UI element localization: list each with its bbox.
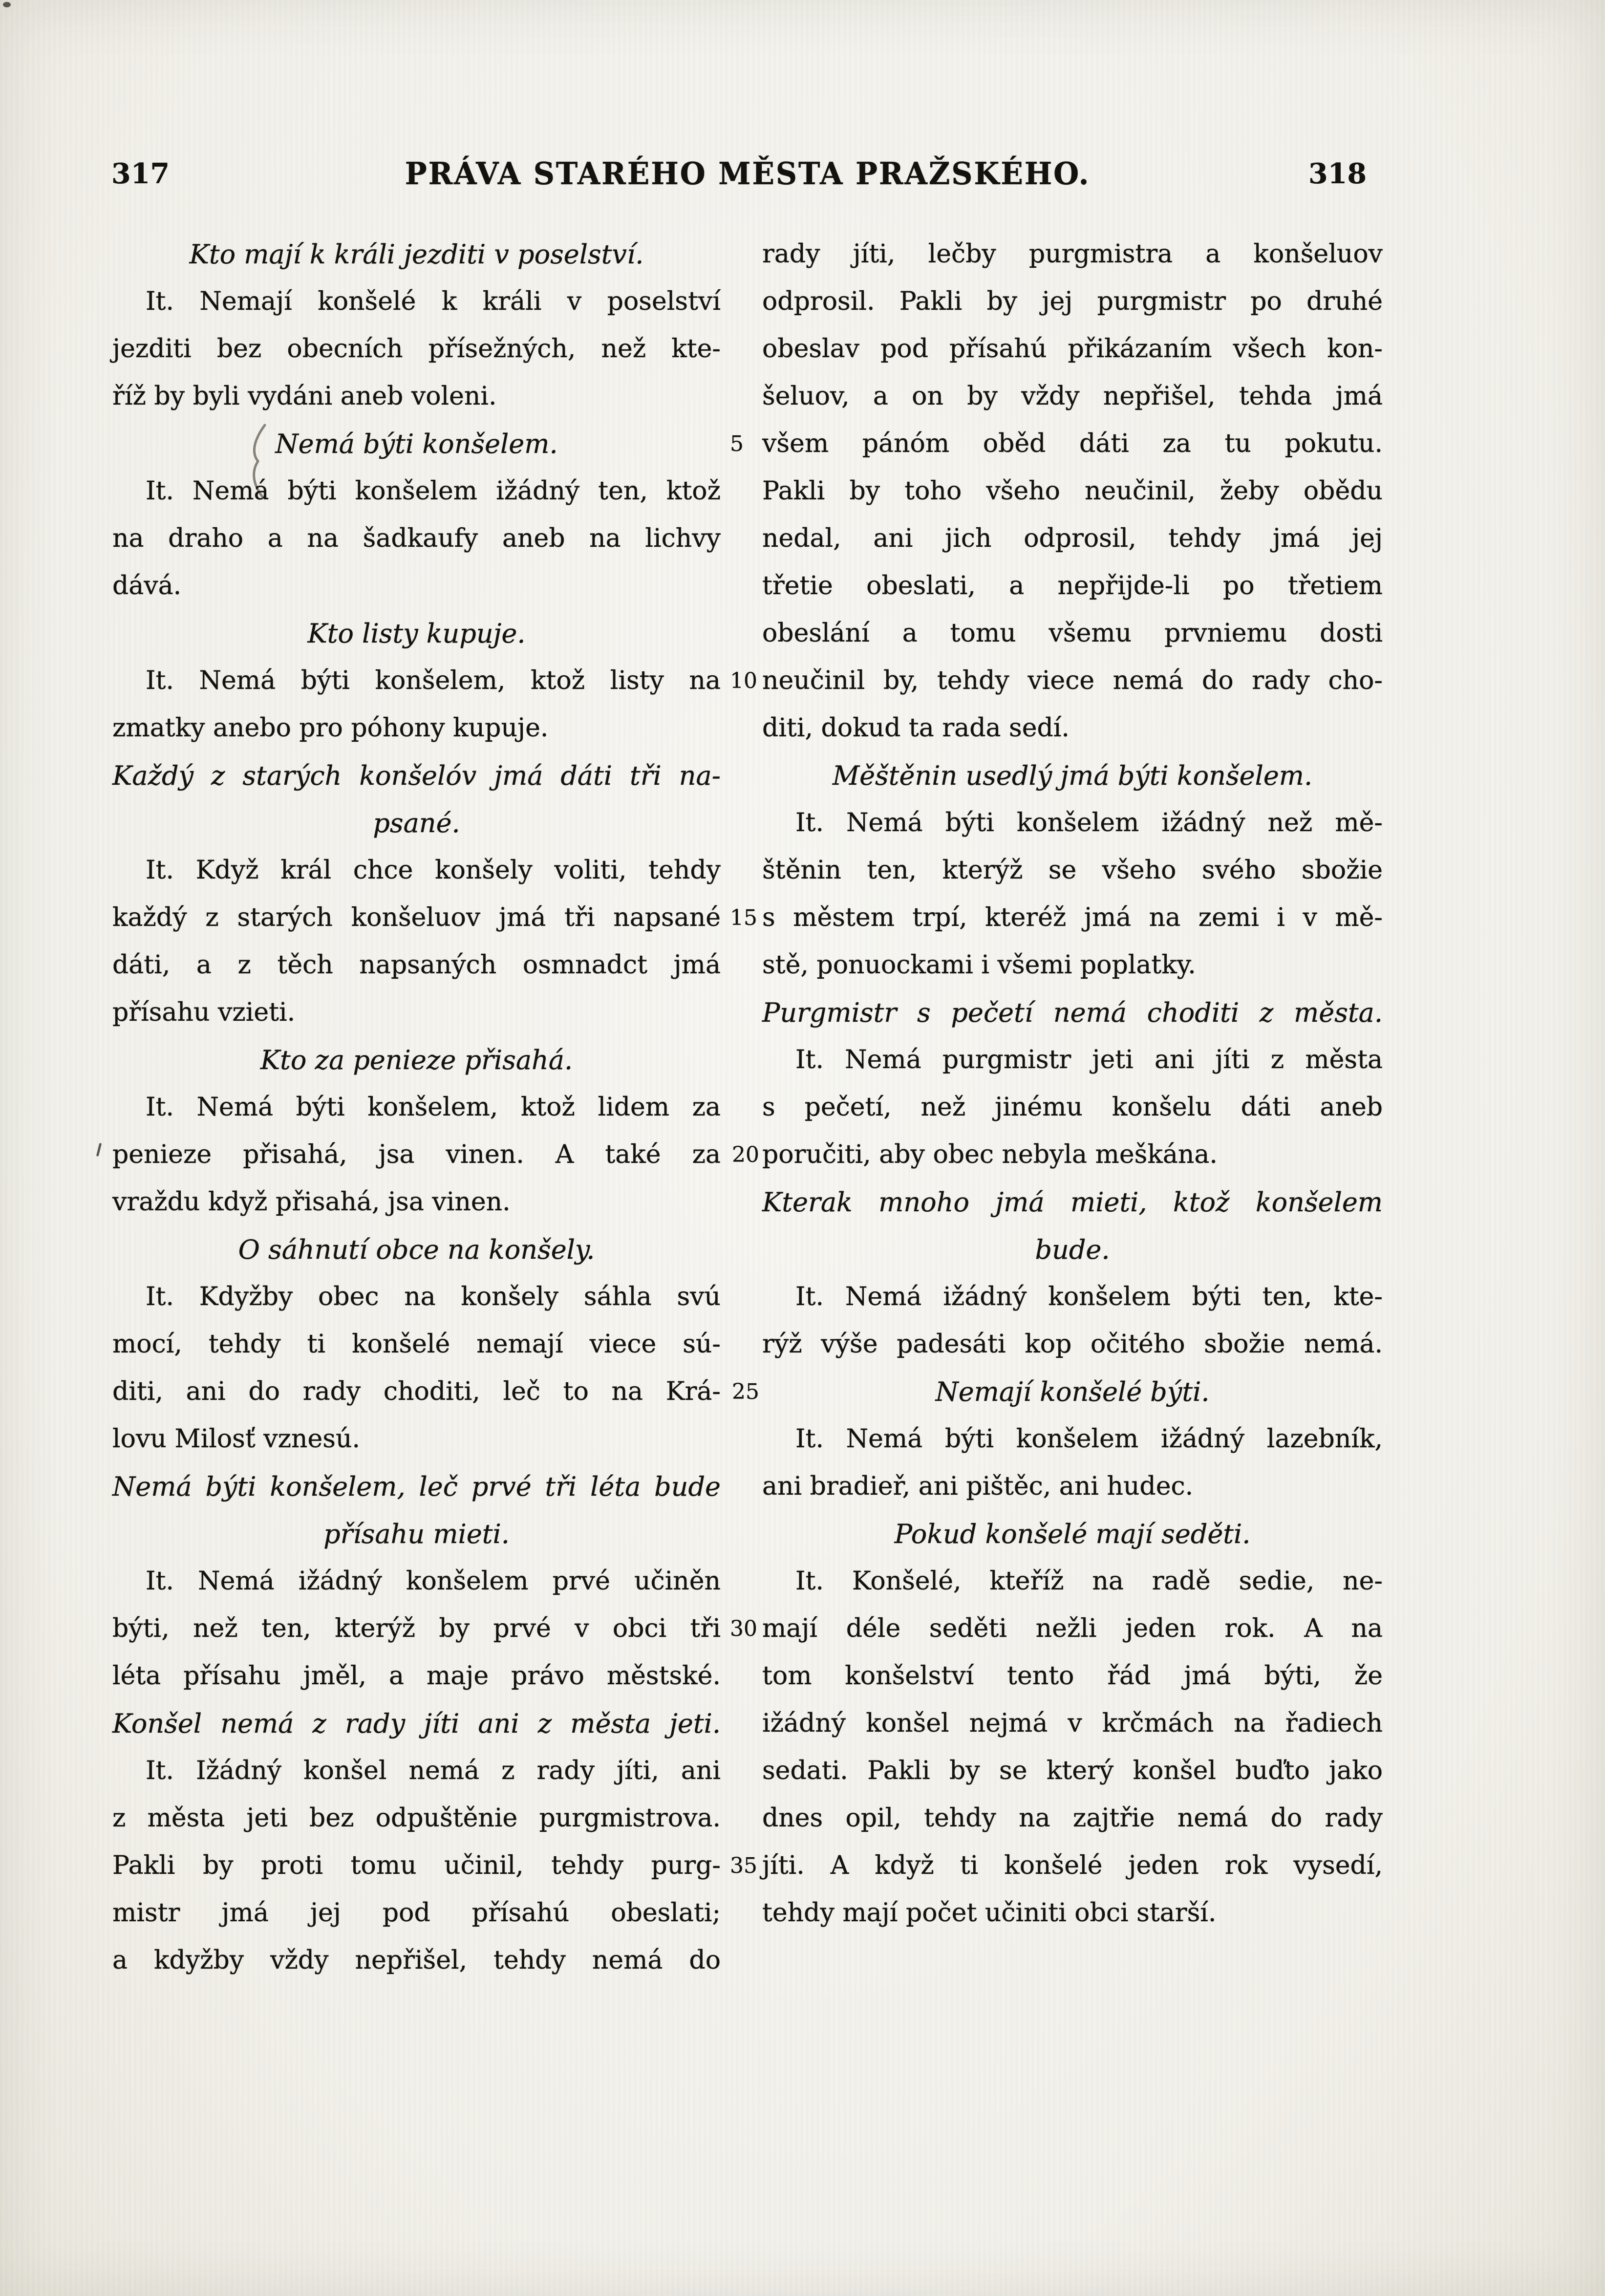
gutter-line-number: 30 <box>730 1616 757 1641</box>
gutter-line-number: 20 <box>732 1142 759 1167</box>
line-text: s městem trpí, kteréž jmá na zemi i v mě- <box>762 903 1383 932</box>
line-text: penieze přisahá, jsa vinen. A také za <box>112 1140 721 1169</box>
line-text: dnes opil, tehdy na zajtřie nemá do rady <box>762 1803 1383 1833</box>
page-title: PRÁVA STARÉHO MĚSTA PRAŽSKÉHO. <box>405 155 1091 192</box>
line-text: dáti, a z těch napsaných osmnadct jmá <box>112 950 721 980</box>
text-line <box>762 1795 1383 1842</box>
line-text: jíti. A když ti konšelé jeden rok vysedí, <box>762 1851 1383 1880</box>
line-text: vraždu když přisahá, jsa vinen. <box>112 1187 511 1217</box>
heading-line <box>732 1368 1383 1416</box>
text-line <box>112 468 721 515</box>
text-line <box>112 1368 721 1416</box>
line-text: Nemá býti konšelem. <box>275 429 558 459</box>
line-text: rýž výše padesáti kop očitého sbožie nemá. <box>762 1330 1383 1359</box>
text-line <box>112 705 721 752</box>
heading-line <box>112 799 721 847</box>
text-line <box>112 657 721 705</box>
text-columns <box>112 231 1383 1990</box>
line-text: všem pánóm oběd dáti za tu pokutu. <box>762 429 1383 458</box>
text-line <box>112 1889 721 1937</box>
line-text: It. Nemá ižádný konšelem býti ten, kte- <box>795 1282 1383 1311</box>
line-text: na draho a na šadkaufy aneb na lichvy <box>112 524 721 553</box>
line-text: Kto listy kupuje. <box>307 618 526 649</box>
text-line <box>112 1937 721 1984</box>
line-text: mají déle seděti nežli jeden rok. A na <box>762 1614 1383 1643</box>
heading-line <box>112 752 721 799</box>
text-line <box>112 278 721 325</box>
line-text: Purgmistr s pečetí nemá choditi z města. <box>762 997 1383 1028</box>
line-text: Kto za penieze přisahá. <box>260 1045 573 1075</box>
heading-line <box>112 610 721 657</box>
gutter-line-number: 5 <box>730 431 744 456</box>
heading-line <box>762 1510 1383 1558</box>
scan-speck <box>3 2 11 7</box>
line-text: bude. <box>1035 1234 1110 1265</box>
text-line <box>112 325 721 373</box>
line-text: It. Nemá býti konšelem ižádný ten, ktož <box>146 476 721 506</box>
line-text: Pokud konšelé mají seděti. <box>894 1519 1251 1549</box>
line-text: ani bradieř, ani pištěc, ani hudec. <box>762 1472 1194 1501</box>
text-line <box>762 1321 1383 1368</box>
gutter-line-number: 15 <box>730 905 757 930</box>
text-line <box>762 942 1383 989</box>
text-line <box>762 1036 1383 1084</box>
gutter-line-number: 10 <box>730 668 757 693</box>
text-line <box>762 610 1383 657</box>
text-line <box>762 231 1383 278</box>
heading-line <box>112 1463 721 1510</box>
line-text: říž by byli vydáni aneb voleni. <box>112 382 497 411</box>
text-line <box>112 373 721 420</box>
line-text: tom konšelství tento řád jmá býti, že <box>762 1661 1383 1691</box>
text-line <box>762 1700 1383 1747</box>
line-text: It. Kdyžby obec na konšely sáhla svú <box>146 1282 721 1311</box>
text-line <box>112 1131 721 1179</box>
page-number-left: 317 <box>111 157 170 190</box>
line-text: a kdyžby vždy nepřišel, tehdy nemá do <box>112 1946 721 1975</box>
line-text: tehdy mají počet učiniti obci starší. <box>762 1898 1217 1928</box>
line-text: diti, dokud ta rada sedí. <box>762 713 1070 743</box>
line-text: dává. <box>112 571 182 601</box>
text-line <box>112 989 721 1036</box>
text-line <box>762 705 1383 752</box>
text-line <box>112 1842 721 1889</box>
text-line <box>112 942 721 989</box>
line-text: Pakli by toho všeho neučinil, žeby obědu <box>762 476 1383 506</box>
line-text: třetie obeslati, a nepřijde-li po třetiem <box>762 571 1383 601</box>
text-line <box>730 1842 1383 1889</box>
heading-line <box>112 231 721 278</box>
text-line <box>762 1889 1383 1937</box>
line-text: It. Nemá býti konšelem, ktož listy na <box>146 666 721 695</box>
line-text: s pečetí, než jinému konšelu dáti aneb <box>762 1093 1383 1122</box>
line-text: Kterak mnoho jmá mieti, ktož konšelem <box>762 1187 1383 1218</box>
line-text: obeslání a tomu všemu prvniemu dosti <box>762 619 1383 648</box>
heading-line <box>112 1700 721 1747</box>
text-line <box>112 1605 721 1652</box>
line-text: Každý z starých konšelóv jmá dáti tři na- <box>112 760 721 791</box>
gutter-line-number: 25 <box>732 1379 759 1404</box>
text-line <box>730 1605 1383 1652</box>
line-text: It. Konšelé, kteříž na radě sedie, ne- <box>795 1566 1383 1596</box>
line-text: nedal, ani jich odprosil, tehdy jmá jej <box>762 524 1383 553</box>
line-text: diti, ani do rady choditi, leč to na Krá- <box>112 1377 721 1406</box>
text-line <box>762 373 1383 420</box>
line-text: sedati. Pakli by se který konšel buďto jako <box>762 1756 1383 1785</box>
text-line <box>730 420 1383 468</box>
text-line <box>762 562 1383 610</box>
line-text: léta přísahu jměl, a maje právo městské. <box>112 1661 721 1691</box>
text-line <box>112 1273 721 1321</box>
text-line <box>112 515 721 562</box>
text-line <box>730 894 1383 942</box>
line-text: ižádný konšel nejmá v krčmách na řadiech <box>762 1709 1383 1738</box>
heading-line <box>112 1510 721 1558</box>
gutter-line-number: 35 <box>730 1853 757 1878</box>
line-text: It. Nemají konšelé k králi v poselství <box>146 287 721 316</box>
line-text: Nemá býti konšelem, leč prvé tři léta bude <box>112 1471 721 1502</box>
line-text: It. Když král chce konšely voliti, tehdy <box>146 856 721 885</box>
line-text: Měštěnin usedlý jmá býti konšelem. <box>832 760 1313 791</box>
text-line <box>730 657 1383 705</box>
text-line <box>112 1179 721 1226</box>
line-text: stě, ponuockami i všemi poplatky. <box>762 950 1196 980</box>
line-text: šeluov, a on by vždy nepřišel, tehda jmá <box>762 382 1383 411</box>
line-text: Nemají konšelé býti. <box>935 1376 1210 1407</box>
text-line <box>112 1795 721 1842</box>
line-text: poručiti, aby obec nebyla meškána. <box>762 1140 1218 1169</box>
text-line <box>112 1321 721 1368</box>
line-text: přísahu mieti. <box>323 1519 510 1549</box>
text-line <box>762 1084 1383 1131</box>
line-text: Pakli by proti tomu učinil, tehdy purg- <box>112 1851 721 1880</box>
text-line <box>762 1416 1383 1463</box>
line-text: býti, než ten, kterýž by prvé v obci tři <box>112 1614 721 1643</box>
line-text: Kto mají k králi jezditi v poselství. <box>189 239 644 270</box>
text-line <box>112 562 721 610</box>
text-line <box>762 1558 1383 1605</box>
text-line <box>112 1416 721 1463</box>
line-text: zmatky anebo pro póhony kupuje. <box>112 713 549 743</box>
heading-line <box>112 1226 721 1273</box>
left-column <box>112 231 721 1984</box>
text-line <box>112 1652 721 1700</box>
text-line <box>762 325 1383 373</box>
text-line <box>762 1273 1383 1321</box>
text-line <box>112 1084 721 1131</box>
heading-line <box>112 1036 721 1084</box>
line-text: psané. <box>373 808 460 838</box>
text-line <box>732 1131 1383 1179</box>
line-text: It. Nemá býti konšelem, ktož lidem za <box>146 1093 721 1122</box>
line-text: neučinil by, tehdy viece nemá do rady cho- <box>762 666 1383 695</box>
line-text: O sáhnutí obce na konšely. <box>238 1234 595 1265</box>
line-text: rady jíti, lečby purgmistra a konšeluov <box>762 239 1383 269</box>
line-text: It. Ižádný konšel nemá z rady jíti, ani <box>146 1756 721 1785</box>
text-line <box>112 847 721 894</box>
line-text: obeslav pod přísahú přikázaním všech kon- <box>762 334 1383 364</box>
line-text: jezditi bez obecních přísežných, než kte- <box>112 334 721 364</box>
line-text: It. Nemá býti konšelem ižádný než mě- <box>795 808 1383 837</box>
page-number-right: 318 <box>1308 157 1367 190</box>
right-column <box>730 231 1383 1937</box>
line-text: lovu Milosť vznesú. <box>112 1424 360 1454</box>
line-text: každý z starých konšeluov jmá tři napsané <box>112 903 721 932</box>
text-line <box>762 278 1383 325</box>
heading-line <box>762 989 1383 1036</box>
line-text: It. Nemá býti konšelem ižádný lazebník, <box>795 1424 1383 1454</box>
text-line <box>112 894 721 942</box>
heading-line <box>762 1179 1383 1226</box>
heading-line <box>762 1226 1383 1273</box>
text-line <box>112 1747 721 1795</box>
line-text: z města jeti bez odpuštěnie purgmistrova. <box>112 1803 721 1833</box>
line-text: Konšel nemá z rady jíti ani z města jeti. <box>112 1708 721 1739</box>
text-line <box>762 468 1383 515</box>
heading-line <box>762 752 1383 799</box>
text-line <box>762 1747 1383 1795</box>
line-text: mistr jmá jej pod přísahú obeslati; <box>112 1898 721 1928</box>
line-text: odprosil. Pakli by jej purgmistr po druhé <box>762 287 1383 316</box>
text-line <box>762 1463 1383 1510</box>
line-text: It. Nemá ižádný konšelem prvé učiněn <box>146 1566 721 1596</box>
line-text: přísahu vzieti. <box>112 998 296 1027</box>
margin-tick-mark <box>96 1143 102 1157</box>
text-line <box>762 847 1383 894</box>
text-line <box>762 515 1383 562</box>
text-line <box>112 1558 721 1605</box>
heading-line <box>112 420 721 468</box>
text-line <box>762 799 1383 847</box>
line-text: It. Nemá purgmistr jeti ani jíti z města <box>795 1045 1383 1074</box>
text-line <box>762 1652 1383 1700</box>
line-text: štěnin ten, kterýž se všeho svého sbožie <box>762 856 1383 885</box>
line-text: mocí, tehdy ti konšelé nemají viece sú- <box>112 1330 721 1359</box>
